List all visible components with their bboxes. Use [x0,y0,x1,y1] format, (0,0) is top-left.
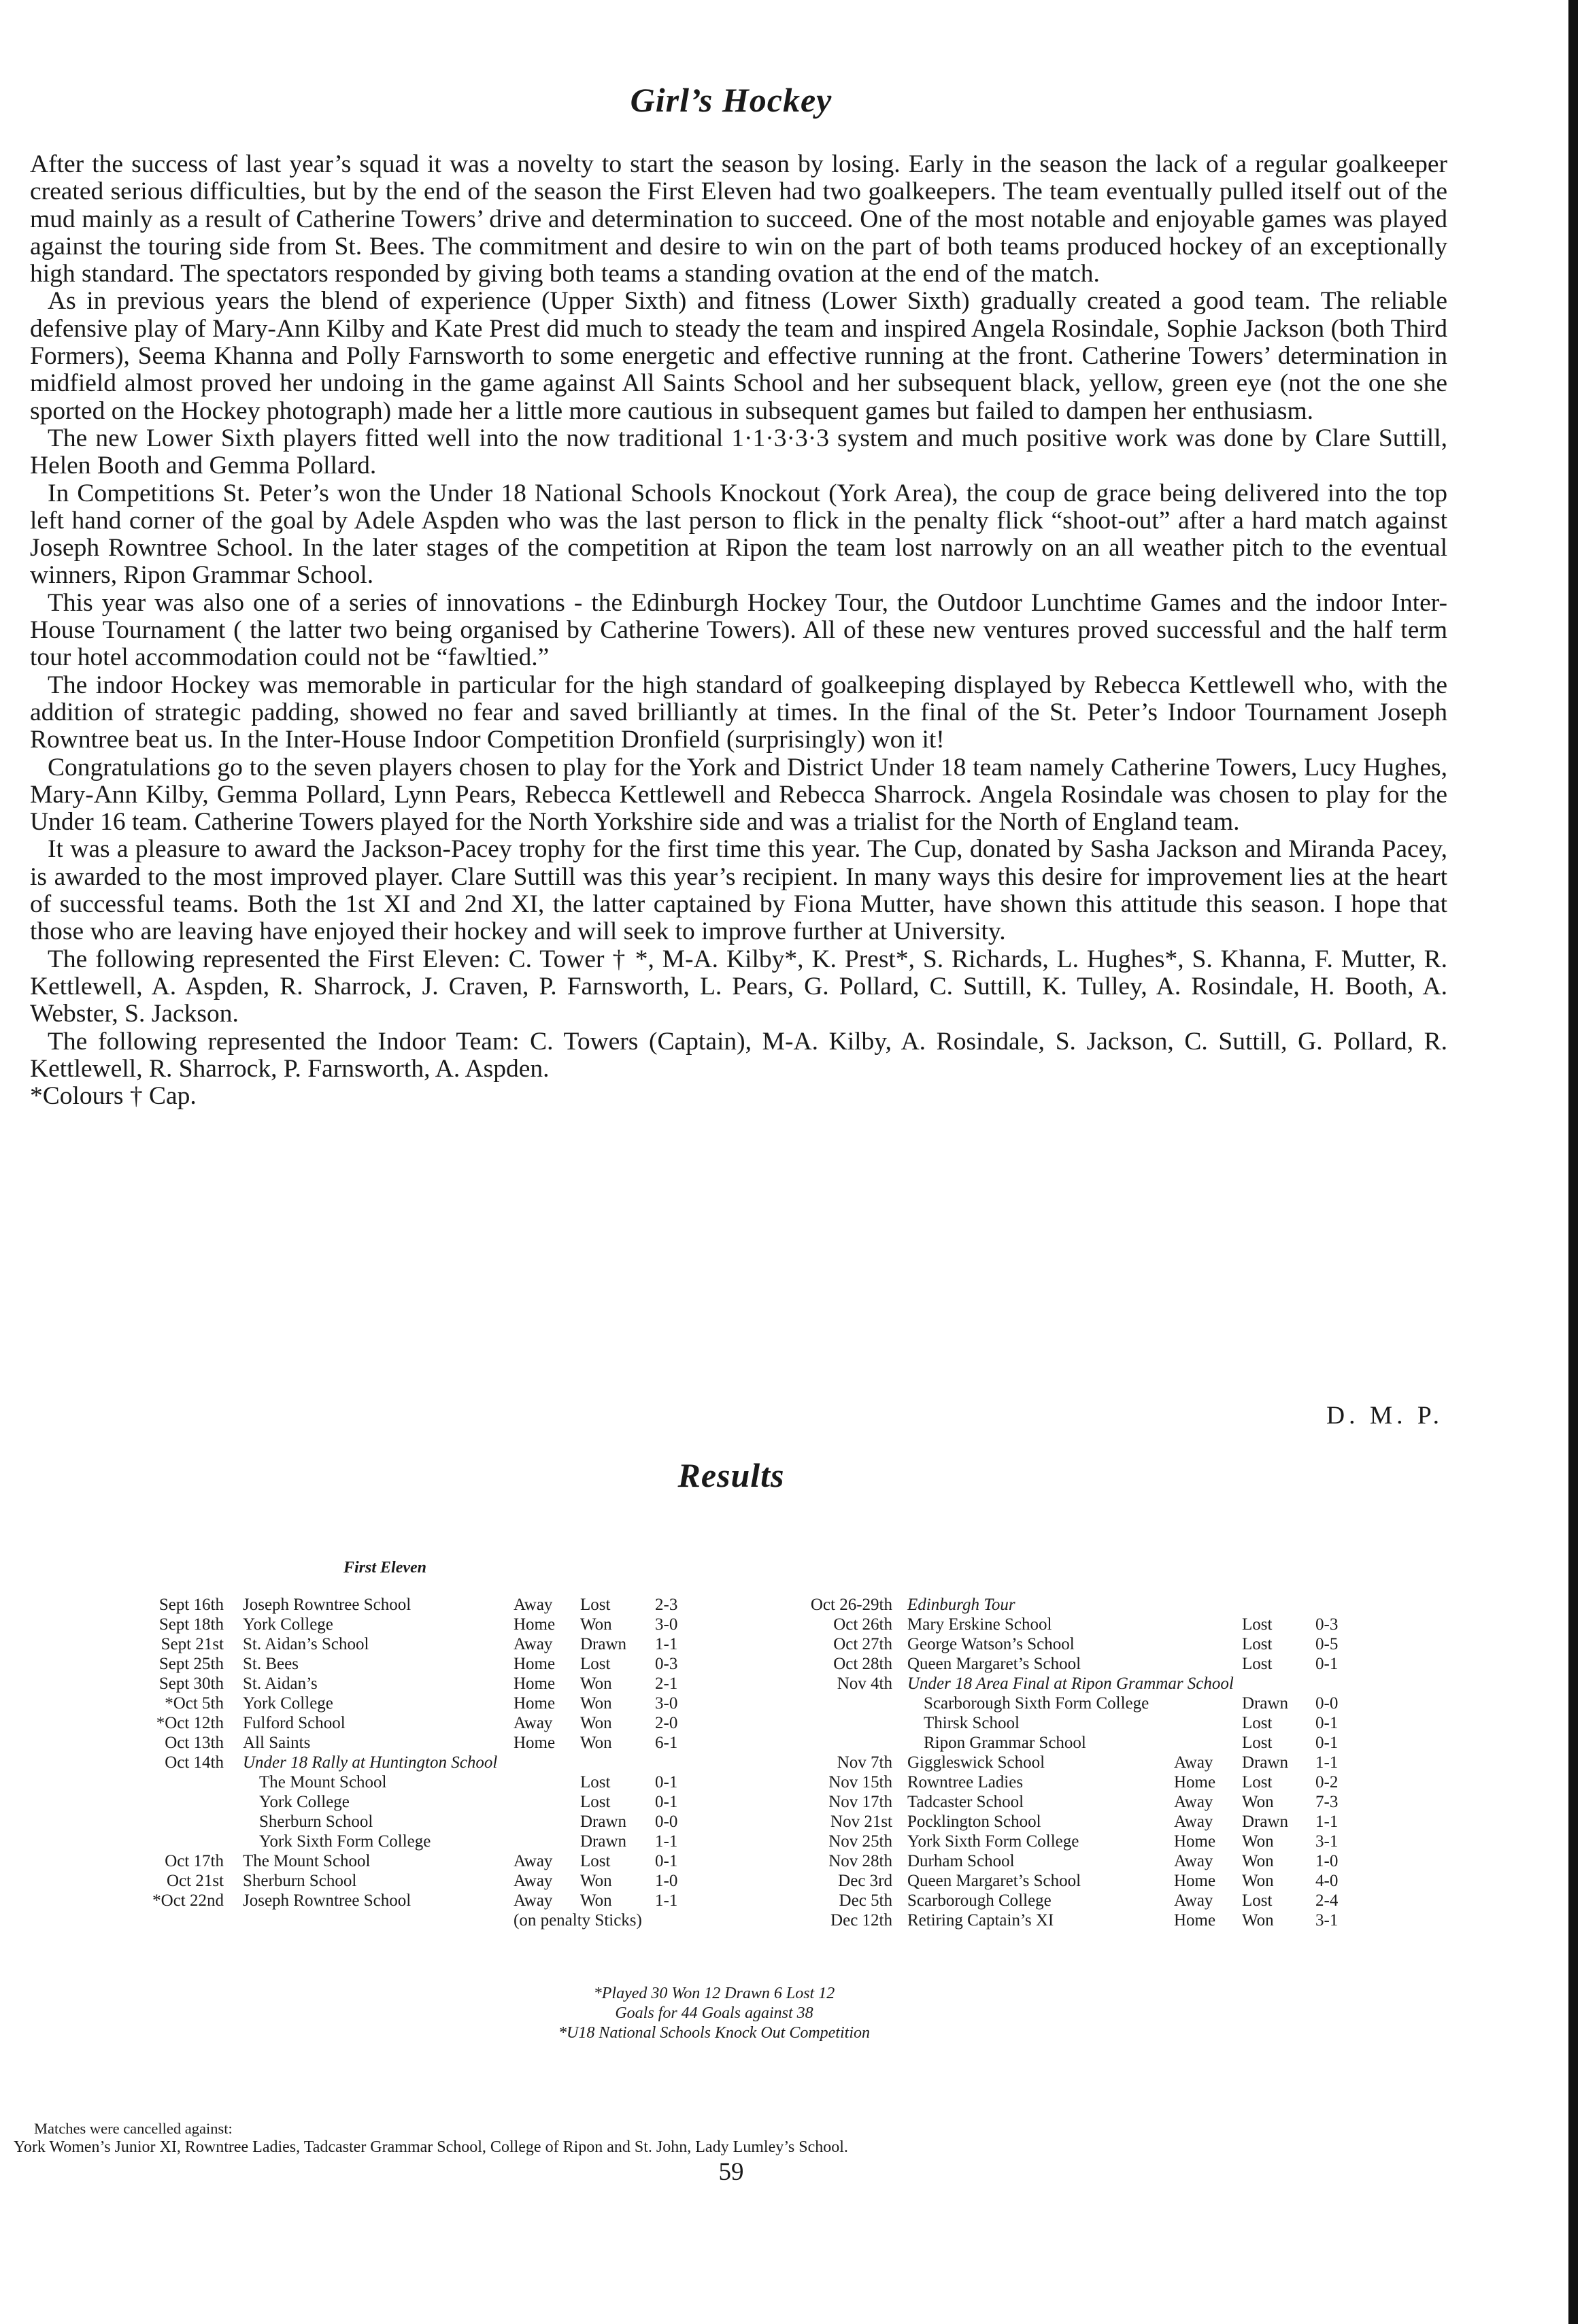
first-eleven-label: First Eleven [343,1559,427,1577]
match-result: Lost [580,1596,611,1614]
match-score: 0-0 [1315,1694,1339,1713]
match-score: 3-0 [655,1694,678,1713]
paragraph: The following represented the Indoor Team: C. Towers (Captain), M-A. Kilby, A. Rosindale, S. Jackson, C. Suttill, G. Pollard, R. Kettlewell, R. Sharrock, P. Farnsworth, A. Aspden. [30,1027,1447,1083]
match-result: Drawn [580,1813,627,1831]
match-date [126,1812,243,1832]
match-score: 2-1 [655,1674,678,1693]
match-score: 0-1 [1315,1734,1339,1752]
match-score: 7-3 [1315,1793,1339,1811]
result-row [792,1910,1349,1930]
match-venue [1174,1615,1242,1634]
match-date: Oct 26th [833,1615,892,1634]
match-result: Lost [1242,1615,1273,1634]
paragraph: Congratulations go to the seven players chosen to play for the York and District Under 18 team namely Catherine Towers, Lucy Hughes, Mary-Ann Kilby, Gemma Pollard, Lynn Pears, Rebecca Kettlewell and Rebecca Sharrock. Angela Rosindale was chosen to play for the Under 16 team. Catherine Towers played for the North Yorkshire side and was a trialist for the North of England team. [30,753,1447,837]
match-date: Sept 21st [161,1635,224,1653]
match-result: Lost [1242,1714,1273,1732]
result-row [792,1851,1349,1871]
match-opponent: Giggleswick School [907,1753,1045,1772]
result-row [792,1772,1349,1792]
match-venue: Home [1174,1872,1216,1890]
match-score: 1-1 [655,1891,678,1910]
result-row [126,1832,696,1851]
match-opponent: Thirsk School [924,1714,1020,1732]
match-opponent: St. Bees [243,1655,299,1673]
match-date: Dec 5th [839,1891,892,1910]
match-result: Lost [1242,1734,1273,1752]
event-heading: Edinburgh Tour [907,1596,1015,1614]
match-opponent: Scarborough College [907,1891,1052,1910]
match-venue: Away [514,1714,553,1732]
result-row [126,1595,696,1615]
match-venue: Home [514,1615,556,1634]
match-opponent: St. Aidan’s School [243,1635,369,1653]
match-date: *Oct 22nd [152,1891,224,1910]
match-score: 3-1 [1315,1911,1339,1930]
penalty-note: (on penalty Sticks) [514,1911,642,1930]
result-row [126,1851,696,1871]
match-score: 1-1 [655,1635,678,1653]
match-result: Won [580,1615,612,1634]
match-date [126,1792,243,1812]
match-date: Oct 13th [165,1734,224,1752]
match-date: *Oct 12th [156,1714,224,1732]
match-date: Nov 21st [830,1813,892,1831]
match-opponent: York Sixth Form College [259,1832,431,1851]
match-opponent: Queen Margaret’s School [907,1655,1081,1673]
match-date: Nov 25th [828,1832,892,1851]
match-date: Nov 4th [837,1674,892,1693]
match-result: Won [580,1734,612,1752]
match-opponent: Tadcaster School [907,1793,1024,1811]
match-date: Sept 30th [158,1674,224,1693]
match-opponent: Queen Margaret’s School [907,1872,1081,1890]
paragraph: In Competitions St. Peter’s won the Under 18 National Schools Knockout (York Area), the coup de grace being delivered into the top left hand corner of the goal by Adele Aspden who was the last person to flick in the penalty flick “shoot-out” after a hard match against Joseph Rowntree School. In the later stages of the competition at Ripon the team lost narrowly on an all weather pitch to the eventual winners, Ripon Grammar School. [30,479,1447,590]
match-result: Drawn [1242,1753,1289,1772]
match-score: 0-1 [1315,1655,1339,1673]
match-score: 1-0 [655,1872,678,1890]
event-heading: Under 18 Rally at Huntington School [243,1753,498,1772]
result-row [126,1615,696,1634]
match-venue [514,1772,580,1792]
result-row [126,1694,696,1713]
result-row [126,1772,696,1792]
result-row [792,1674,1349,1694]
match-score: 1-1 [1315,1753,1339,1772]
match-venue [514,1832,580,1851]
match-score: 6-1 [655,1734,678,1752]
result-row [792,1615,1349,1634]
match-score: 0-0 [655,1813,678,1831]
page-number: 59 [718,2158,744,2186]
match-opponent: Retiring Captain’s XI [907,1911,1054,1930]
match-result: Lost [1242,1655,1273,1673]
match-result: Won [580,1872,612,1890]
match-date: Dec 3rd [838,1872,892,1890]
result-row [126,1713,696,1733]
match-venue: Home [1174,1911,1216,1930]
cancelled-list: York Women’s Junior XI, Rowntree Ladies, Tadcaster Grammar School, College of Ripon and St. John, Lady Lumley’s School. [14,2138,848,2156]
result-row [126,1792,696,1812]
match-opponent: Rowntree Ladies [907,1773,1024,1791]
result-row [792,1694,1349,1713]
match-score: 0-1 [1315,1714,1339,1732]
match-opponent: The Mount School [243,1852,371,1870]
match-venue: Away [514,1872,553,1890]
match-score: 2-0 [655,1714,678,1732]
match-result: Lost [1242,1773,1273,1791]
match-result: Lost [1242,1635,1273,1653]
match-result: Drawn [580,1635,627,1653]
match-date: Sept 18th [158,1615,224,1634]
result-row [792,1733,1349,1753]
event-heading: Under 18 Area Final at Ripon Grammar School [907,1674,1234,1693]
result-row [792,1654,1349,1674]
match-opponent: Sherburn School [259,1813,373,1831]
match-date [792,1713,907,1733]
result-row [126,1654,696,1674]
match-result: Won [1242,1852,1274,1870]
paragraph: The indoor Hockey was memorable in particular for the high standard of goalkeeping displayed by Rebecca Kettlewell who, with the addition of strategic padding, showed no fear and saved brilliantly at times. In the final of the St. Peter’s Indoor Tournament Joseph Rowntree beat us. In the Inter-House Indoor Competition Dronfield (surprisingly) won it! [30,671,1447,754]
paragraph: As in previous years the blend of experience (Upper Sixth) and fitness (Lower Sixth) gradually created a good team. The reliable defensive play of Mary-Ann Kilby and Kate Prest did much to steady the team and inspired Angela Rosindale, Sophie Jackson (both Third Formers), Seema Khanna and Polly Farnsworth to some energetic and effective running at the front. Catherine Towers’ determination in midfield almost proved her undoing in the game against All Saints School and her subsequent black, yellow, green eye (not the one she sported on the Hockey photograph) made her a little more cautious in subsequent games but failed to dampen her enthusiasm. [30,287,1447,425]
match-score: 2-4 [1315,1891,1339,1910]
match-venue [1174,1733,1242,1753]
match-opponent: St. Aidan’s [243,1674,318,1693]
match-result: Won [580,1674,612,1693]
match-opponent: Pocklington School [907,1813,1041,1831]
match-venue [1174,1654,1242,1674]
result-note-row [126,1910,696,1930]
match-result: Won [1242,1832,1274,1851]
article-body [30,151,1447,1110]
match-date: Nov 28th [828,1852,892,1870]
match-opponent: Mary Erskine School [907,1615,1052,1634]
match-date [792,1694,907,1713]
page-edge-bar [1568,0,1578,2324]
match-venue: Away [1174,1852,1213,1870]
match-opponent: York College [243,1694,333,1713]
match-venue: Away [514,1635,553,1653]
match-date: Oct 27th [833,1635,892,1653]
result-row [792,1812,1349,1832]
paragraph: The new Lower Sixth players fitted well into the now traditional 1·1·3·3·3 system and much positive work was done by Clare Suttill, Helen Booth and Gemma Pollard. [30,424,1447,480]
result-row [792,1713,1349,1733]
match-date: Nov 7th [837,1753,892,1772]
page-title: Girl’s Hockey [630,81,833,119]
match-venue: Home [514,1734,556,1752]
summary-goals: Goals for 44 Goals against 38 [615,2004,813,2022]
match-result: Lost [1242,1891,1273,1910]
paragraph: This year was also one of a series of innovations - the Edinburgh Hockey Tour, the Outdoor Lunchtime Games and the indoor Inter-House Tournament ( the latter two being organised by Catherine Towers). All of these new ventures proved successful and the half term tour hotel accommodation could not be “fawltied.” [30,588,1447,672]
match-score: 0-2 [1315,1773,1339,1791]
match-date: Sept 16th [158,1596,224,1614]
results-table-left [126,1595,696,1930]
match-venue: Away [514,1852,553,1870]
match-score: 0-1 [655,1793,678,1811]
paragraph: It was a pleasure to award the Jackson-Pacey trophy for the first time this year. The Cup, donated by Sasha Jackson and Miranda Pacey, is awarded to the most improved player. Clare Suttill was this year’s recipient. In many ways this desire for improvement lies at the heart of successful teams. Both the 1st XI and 2nd XI, the latter captained by Fiona Mutter, have shown this attitude this season. I hope that those who are leaving have enjoyed their hockey and will seek to improve further at University. [30,835,1447,946]
match-opponent: The Mount School [259,1773,387,1791]
match-result: Drawn [1242,1813,1289,1831]
match-result: Won [580,1714,612,1732]
match-score: 1-1 [655,1832,678,1851]
match-result: Won [580,1891,612,1910]
results-table-right [792,1595,1349,1930]
match-venue [514,1812,580,1832]
match-venue: Home [514,1655,556,1673]
season-summary [476,1984,952,2043]
match-venue [514,1792,580,1812]
match-score: 3-1 [1315,1832,1339,1851]
result-row [792,1753,1349,1772]
result-row [792,1792,1349,1812]
match-opponent: York Sixth Form College [907,1832,1079,1851]
match-score: 1-1 [1315,1813,1339,1831]
match-opponent: York College [243,1615,333,1634]
match-date: Dec 12th [830,1911,892,1930]
match-venue: Home [1174,1773,1216,1791]
match-opponent: Durham School [907,1852,1015,1870]
match-result: Lost [580,1773,611,1791]
results-title: Results [677,1456,785,1494]
result-row [792,1832,1349,1851]
match-result: Won [580,1694,612,1713]
match-date: Oct 26-29th [810,1596,892,1614]
result-row [126,1634,696,1654]
match-date: Oct 21st [166,1872,224,1890]
match-result: Won [1242,1911,1274,1930]
match-venue [1174,1634,1242,1654]
match-opponent: Ripon Grammar School [924,1734,1086,1752]
match-venue: Away [1174,1891,1213,1910]
match-score: 3-0 [655,1615,678,1634]
match-score: 0-5 [1315,1635,1339,1653]
match-opponent: York College [259,1793,350,1811]
result-row [126,1891,696,1910]
result-row [126,1753,696,1772]
result-row [792,1891,1349,1910]
match-result: Won [1242,1793,1274,1811]
result-row [792,1871,1349,1891]
match-score: 0-1 [655,1852,678,1870]
match-venue: Home [514,1674,556,1693]
match-opponent: Joseph Rowntree School [243,1596,411,1614]
match-date [126,1832,243,1851]
colours-key: *Colours † Cap. [30,1082,197,1111]
result-row [792,1595,1349,1615]
match-result: Drawn [1242,1694,1289,1713]
match-venue: Away [1174,1753,1213,1772]
match-venue [1174,1694,1242,1713]
match-score: 0-1 [655,1773,678,1791]
paragraph: The following represented the First Eleven: C. Tower † *, M-A. Kilby*, K. Prest*, S. Richards, L. Hughes*, S. Khanna, F. Mutter, R. Kettlewell, A. Aspden, R. Sharrock, J. Craven, P. Farnsworth, L. Pears, G. Pollard, C. Suttill, K. Tulley, A. Rosindale, H. Booth, A. Webster, S. Jackson. [30,945,1447,1028]
match-opponent: Sherburn School [243,1872,357,1890]
match-venue: Home [1174,1832,1216,1851]
match-date: Oct 28th [833,1655,892,1673]
match-venue: Away [514,1596,553,1614]
result-row [126,1674,696,1694]
match-score: 2-3 [655,1596,678,1614]
match-venue: Away [1174,1813,1213,1831]
match-opponent: Fulford School [243,1714,346,1732]
match-result: Won [1242,1872,1274,1890]
match-date: Nov 15th [828,1773,892,1791]
match-score: 0-3 [655,1655,678,1673]
result-row [126,1812,696,1832]
match-date: Nov 17th [828,1793,892,1811]
author-signature: D. M. P. [1326,1402,1443,1430]
match-opponent: Scarborough Sixth Form College [924,1694,1149,1713]
match-score: 0-3 [1315,1615,1339,1634]
match-score: 1-0 [1315,1852,1339,1870]
match-date [126,1772,243,1792]
summary-footnote: *U18 National Schools Knock Out Competition [558,2024,870,2042]
match-date [792,1733,907,1753]
match-date: Oct 14th [165,1753,224,1772]
result-row [126,1733,696,1753]
summary-record: *Played 30 Won 12 Drawn 6 Lost 12 [593,1985,835,2002]
result-row [126,1871,696,1891]
match-opponent: George Watson’s School [907,1635,1075,1653]
match-date: *Oct 5th [165,1694,224,1713]
cancelled-label: Matches were cancelled against: [34,2120,233,2137]
match-venue: Away [514,1891,553,1910]
match-result: Lost [580,1655,611,1673]
match-venue: Home [514,1694,556,1713]
match-venue: Away [1174,1793,1213,1811]
match-score: 4-0 [1315,1872,1339,1890]
match-venue [1174,1713,1242,1733]
match-result: Drawn [580,1832,627,1851]
match-result: Lost [580,1852,611,1870]
match-date: Oct 17th [165,1852,224,1870]
match-opponent: All Saints [243,1734,311,1752]
match-date: Sept 25th [158,1655,224,1673]
match-opponent: Joseph Rowntree School [243,1891,411,1910]
match-result: Lost [580,1793,611,1811]
paragraph: After the success of last year’s squad it was a novelty to start the season by losing. Early in the season the lack of a regular goalkeeper created serious difficulties, but by the end of the season the First Eleven had two goalkeepers. The team eventually pulled itself out of the mud mainly as a result of Catherine Towers’ drive and determination to succeed. One of the most notable and enjoyable games was played against the touring side from St. Bees. The commitment and desire to win on the part of both teams produced hockey of an exceptionally high standard. The spectators responded by giving both teams a standing ovation at the end of the match. [30,150,1447,288]
result-row [792,1634,1349,1654]
